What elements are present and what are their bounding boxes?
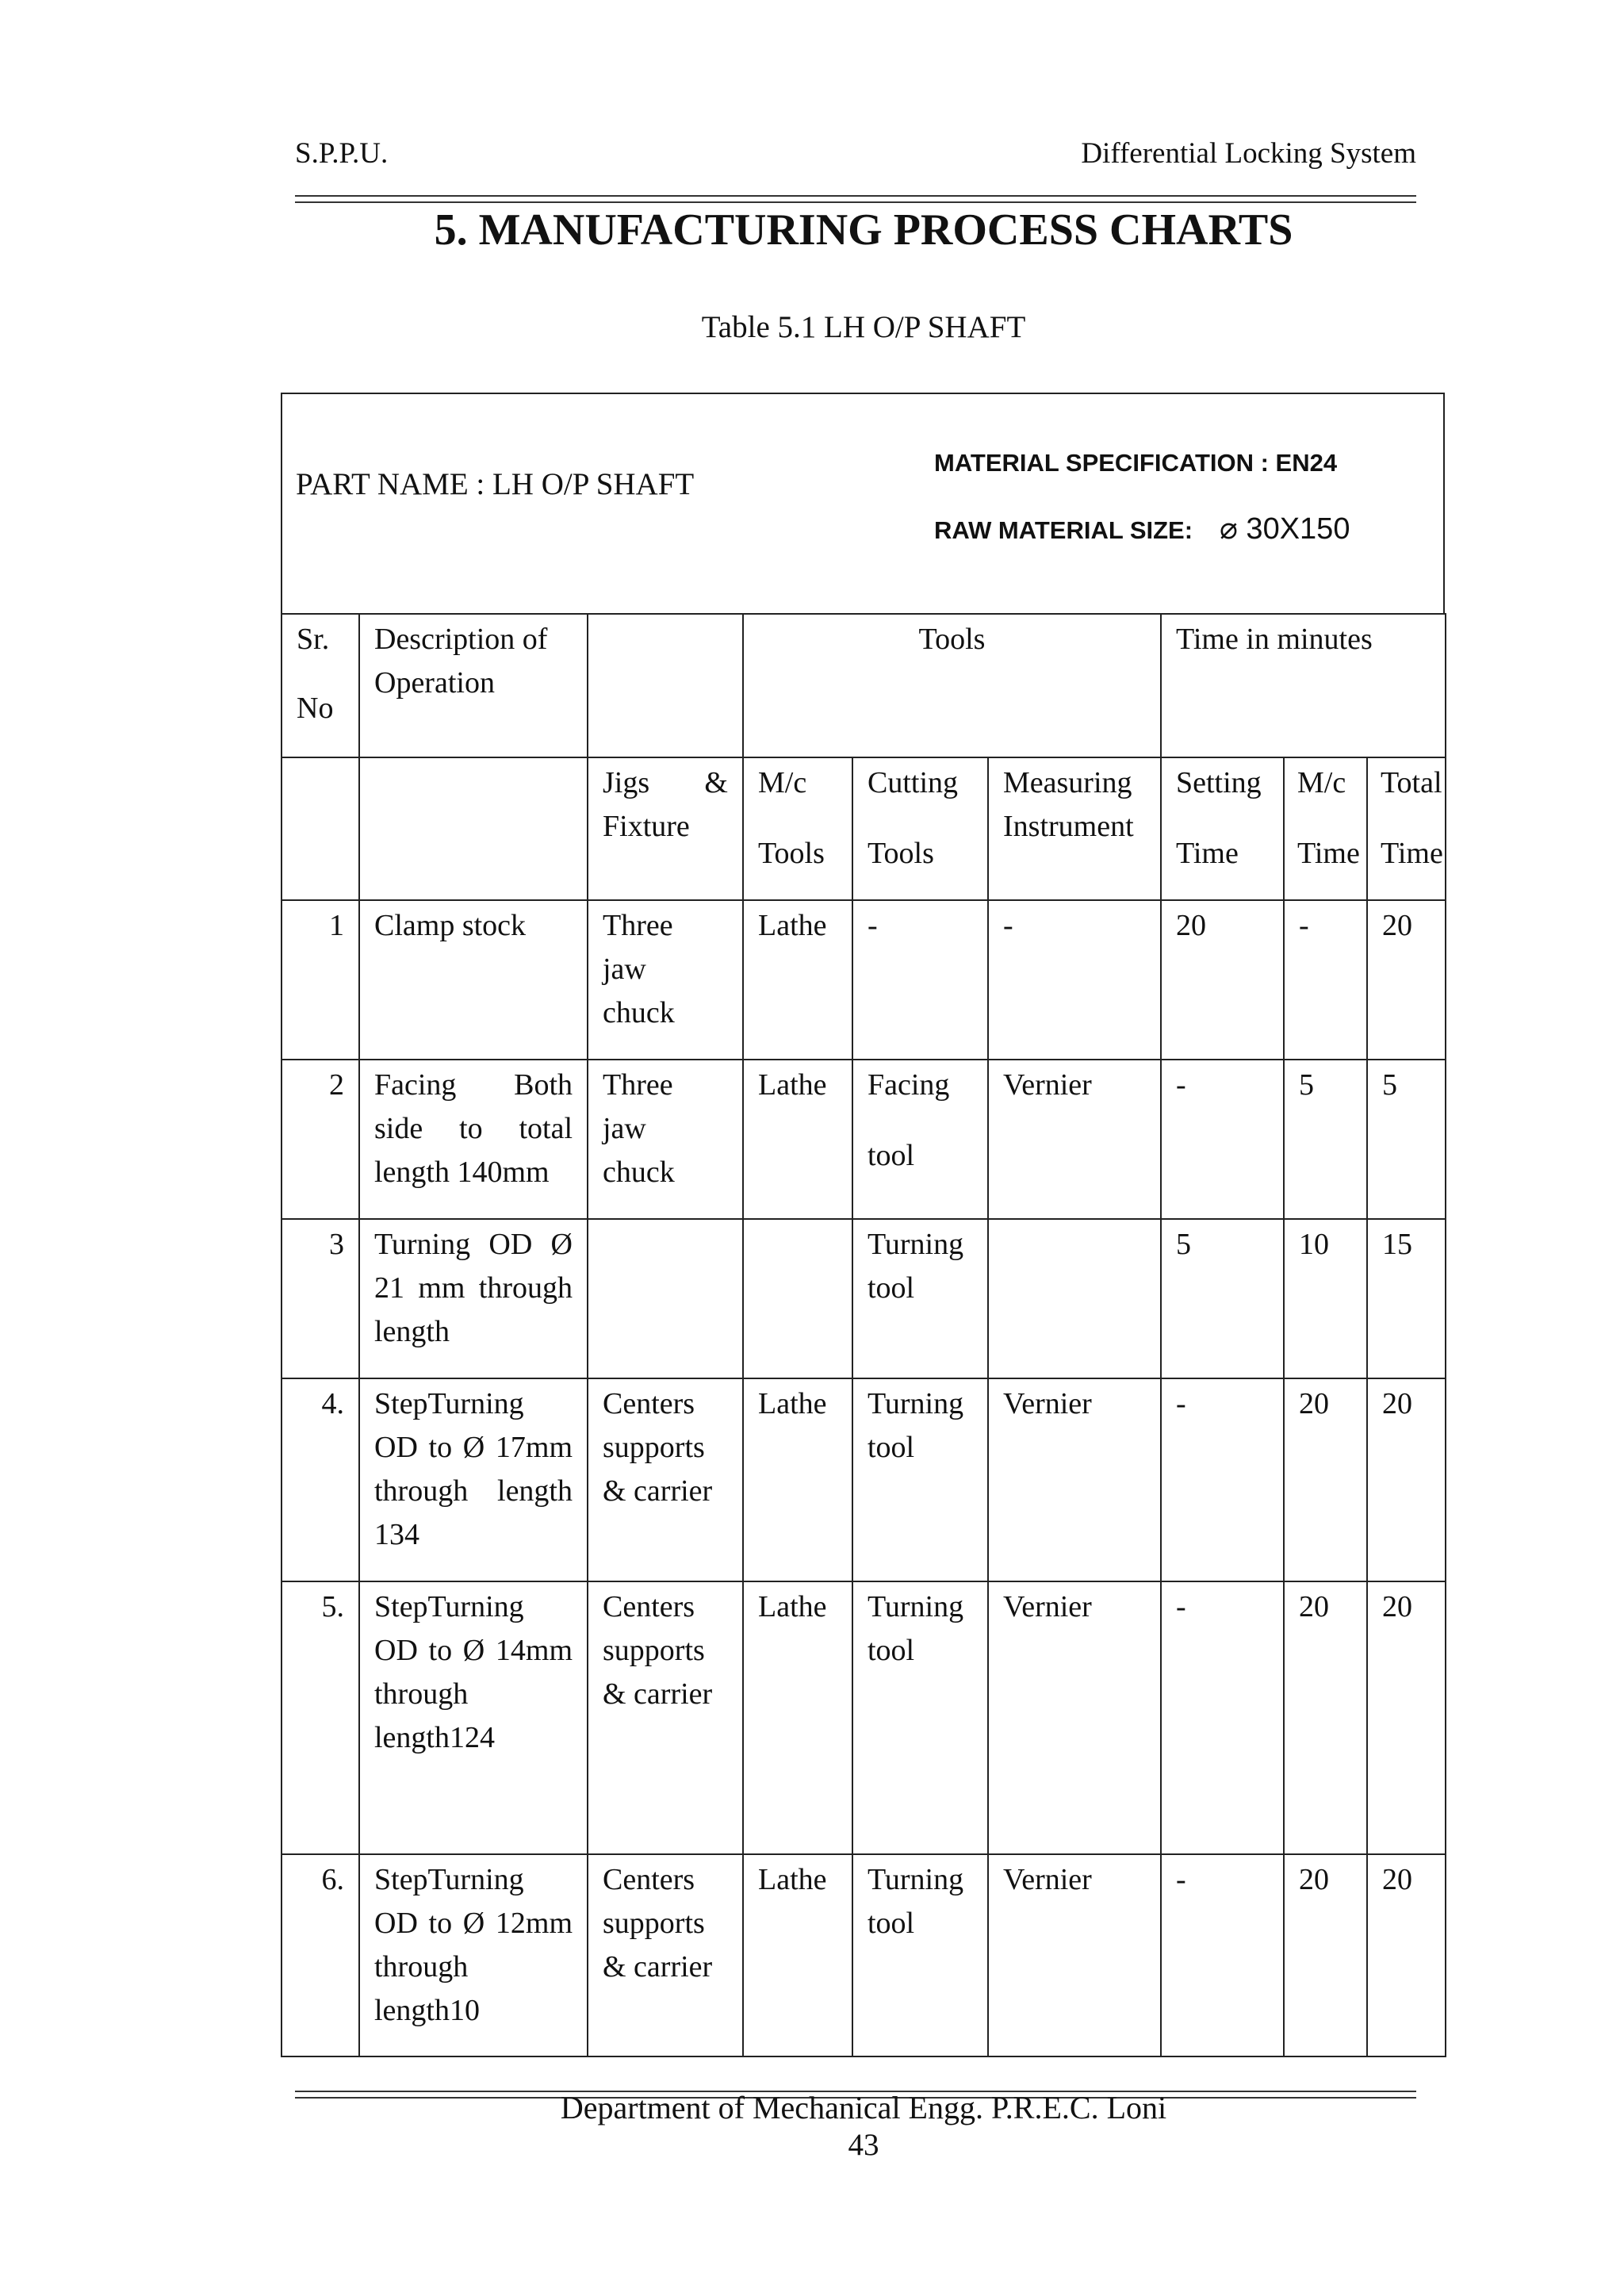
cell-mc-time-text: - xyxy=(1299,909,1309,942)
cell-setting xyxy=(1161,1378,1284,1581)
cell-cutting xyxy=(852,1378,988,1581)
table-caption: Table 5.1 LH O/P SHAFT xyxy=(701,310,1026,344)
cell-measuring-text: Vernier xyxy=(1003,1863,1092,1896)
cell-setting xyxy=(1161,1219,1284,1378)
cell-sr xyxy=(282,1060,359,1219)
cell-measuring xyxy=(988,1219,1161,1378)
header-right: Differential Locking System xyxy=(1081,137,1416,170)
cell-description xyxy=(359,1378,588,1581)
part-info-box xyxy=(281,393,1445,614)
cell-total xyxy=(1367,1378,1446,1581)
table-row xyxy=(282,1378,1446,1581)
header-time xyxy=(1161,614,1446,757)
table-header-row-2 xyxy=(282,757,1446,900)
header-no-label: No xyxy=(297,692,334,725)
subheader-cutting-line2: Tools xyxy=(868,837,934,870)
cell-cutting-text: Turning tool xyxy=(868,1228,964,1305)
subheader-setting-line1: Setting xyxy=(1176,766,1262,799)
cell-setting-text: - xyxy=(1176,1590,1186,1623)
cell-total-text: 5 xyxy=(1382,1068,1397,1102)
table-row xyxy=(282,1854,1446,2056)
cell-setting xyxy=(1161,1060,1284,1219)
cell-description xyxy=(359,900,588,1060)
subheader-total-line1: Total xyxy=(1381,766,1442,799)
cell-cutting xyxy=(852,900,988,1060)
cell-jigs-text: Three jaw chuck xyxy=(603,1068,675,1189)
cell-mc-tools-text xyxy=(758,1220,837,1223)
cell-total xyxy=(1367,1060,1446,1219)
cell-setting xyxy=(1161,900,1284,1060)
header-tools xyxy=(743,614,1161,757)
cell-measuring-text: - xyxy=(1003,909,1013,942)
subheader-measuring xyxy=(988,757,1161,900)
cell-setting xyxy=(1161,1581,1284,1854)
header-rule xyxy=(295,195,1416,203)
header-sr xyxy=(282,614,359,757)
raw-material-size-value: ⌀ 30X150 xyxy=(1220,512,1350,546)
subheader-mc-tools xyxy=(743,757,852,900)
cell-measuring xyxy=(988,1854,1161,2056)
cell-mc-time-text: 10 xyxy=(1299,1228,1329,1261)
cell-setting-text: 20 xyxy=(1176,909,1206,942)
cell-jigs-text xyxy=(603,1220,728,1223)
cell-setting-text: - xyxy=(1176,1863,1186,1896)
raw-material-size-label: RAW MATERIAL SIZE: xyxy=(934,516,1193,544)
subheader-jigs-label: Jigs & Fixture xyxy=(603,766,728,843)
cell-sr xyxy=(282,1581,359,1854)
cell-sr-text: 5. xyxy=(321,1590,344,1623)
table-row xyxy=(282,1219,1446,1378)
cell-mc-tools-text: Lathe xyxy=(758,1068,827,1102)
subheader-mc-tools-line2: Tools xyxy=(758,837,825,870)
cell-sr-text: 1 xyxy=(329,909,344,942)
subheader-total-line2: Time xyxy=(1381,837,1443,870)
cell-mc-time xyxy=(1284,1581,1367,1854)
header-left: S.P.P.U. xyxy=(295,137,389,170)
cell-total-text: 20 xyxy=(1382,1863,1412,1896)
header-tools-label: Tools xyxy=(918,623,986,656)
header-time-label: Time in minutes xyxy=(1176,623,1373,656)
subheader-cutting-tools xyxy=(852,757,988,900)
cell-cutting xyxy=(852,1219,988,1378)
cell-measuring-text xyxy=(1003,1220,1146,1223)
cell-measuring xyxy=(988,1581,1161,1854)
cell-jigs xyxy=(588,900,743,1060)
cell-description-text: Turning OD Ø 21 mm through length xyxy=(374,1228,573,1348)
subheader-setting-line2: Time xyxy=(1176,837,1239,870)
cell-jigs-text: Centers supports & carrier xyxy=(603,1387,713,1508)
subheader-jigs xyxy=(588,757,743,900)
cell-mc-time xyxy=(1284,1060,1367,1219)
cell-mc-tools xyxy=(743,1378,852,1581)
cell-cutting-text: - xyxy=(868,909,878,942)
cell-mc-time xyxy=(1284,1854,1367,2056)
cell-mc-tools xyxy=(743,1060,852,1219)
cell-sr xyxy=(282,1378,359,1581)
cell-measuring-text: Vernier xyxy=(1003,1590,1092,1623)
cell-mc-tools-text: Lathe xyxy=(758,909,827,942)
cell-sr xyxy=(282,1219,359,1378)
cell-mc-tools xyxy=(743,1219,852,1378)
footer-department: Department of Mechanical Engg. P.R.E.C. Loni xyxy=(560,2090,1167,2125)
cell-jigs-text: Centers supports & carrier xyxy=(603,1590,713,1711)
subheader-mc-tools-line1: M/c xyxy=(758,766,807,799)
cell-jigs xyxy=(588,1378,743,1581)
cell-description-text: StepTurning OD to Ø 12mm through length10 xyxy=(374,1863,573,2027)
cell-description-text: Clamp stock xyxy=(374,909,527,942)
cell-total-text: 20 xyxy=(1382,909,1412,942)
cell-measuring-text: Vernier xyxy=(1003,1387,1092,1420)
subheader-mc-time-line2: Time xyxy=(1297,837,1360,870)
header-description xyxy=(359,614,588,757)
table-row xyxy=(282,1060,1446,1219)
cell-description-text: Facing Both side to total length 140mm xyxy=(374,1068,573,1189)
page-number: 43 xyxy=(848,2128,879,2162)
cell-setting-text: 5 xyxy=(1176,1228,1191,1261)
cell-mc-time-text: 20 xyxy=(1299,1590,1329,1623)
cell-sr-text: 6. xyxy=(321,1863,344,1896)
cell-cutting xyxy=(852,1060,988,1219)
cell-setting-text: - xyxy=(1176,1387,1186,1420)
cell-total-text: 20 xyxy=(1382,1590,1412,1623)
cell-cutting-line2: tool xyxy=(868,1139,915,1172)
cell-measuring-text: Vernier xyxy=(1003,1068,1092,1102)
cell-total xyxy=(1367,1854,1446,2056)
header-description-label: Description of Operation xyxy=(374,623,548,700)
cell-mc-time-text: 20 xyxy=(1299,1863,1329,1896)
cell-setting xyxy=(1161,1854,1284,2056)
cell-measuring xyxy=(988,900,1161,1060)
cell-mc-tools xyxy=(743,1854,852,2056)
cell-sr xyxy=(282,900,359,1060)
cell-total xyxy=(1367,1219,1446,1378)
subheader-measuring-label: Measuring Instrument xyxy=(1003,766,1134,843)
table-row xyxy=(282,900,1446,1060)
cell-mc-tools xyxy=(743,900,852,1060)
cell-description-text: StepTurning OD to Ø 17mm through length 134 xyxy=(374,1387,573,1551)
cell-cutting-text: Turning tool xyxy=(868,1387,964,1464)
cell-sr-text: 3 xyxy=(329,1228,344,1261)
cell-mc-time xyxy=(1284,1219,1367,1378)
cell-sr-text: 2 xyxy=(329,1068,344,1102)
cell-setting-text: - xyxy=(1176,1068,1186,1102)
cell-mc-tools xyxy=(743,1581,852,1854)
header-empty xyxy=(588,614,743,757)
cell-description xyxy=(359,1581,588,1854)
cell-total xyxy=(1367,900,1446,1060)
cell-mc-time xyxy=(1284,1378,1367,1581)
material-specification: MATERIAL SPECIFICATION : EN24 xyxy=(934,449,1338,477)
cell-jigs xyxy=(588,1060,743,1219)
cell-cutting xyxy=(852,1581,988,1854)
cell-description-text: StepTurning OD to Ø 14mm through length124 xyxy=(374,1590,573,1754)
cell-total-text: 20 xyxy=(1382,1387,1412,1420)
cell-description xyxy=(359,1219,588,1378)
subheader-empty-2 xyxy=(359,757,588,900)
cell-description xyxy=(359,1060,588,1219)
table-row xyxy=(282,1581,1446,1854)
cell-mc-time-text: 5 xyxy=(1299,1068,1314,1102)
cell-jigs-text: Three jaw chuck xyxy=(603,909,675,1029)
cell-mc-time xyxy=(1284,900,1367,1060)
cell-jigs xyxy=(588,1581,743,1854)
cell-mc-time-text: 20 xyxy=(1299,1387,1329,1420)
cell-mc-tools-text: Lathe xyxy=(758,1387,827,1420)
table-header-row-1 xyxy=(282,614,1446,757)
cell-sr xyxy=(282,1854,359,2056)
part-name: PART NAME : LH O/P SHAFT xyxy=(296,467,695,501)
cell-sr-text: 4. xyxy=(321,1387,344,1420)
subheader-cutting-line1: Cutting xyxy=(868,766,959,799)
subheader-total-time xyxy=(1367,757,1446,900)
process-chart-table xyxy=(281,613,1446,2057)
cell-mc-tools-text: Lathe xyxy=(758,1863,827,1896)
page-title: 5. MANUFACTURING PROCESS CHARTS xyxy=(434,205,1293,255)
subheader-mc-time-line1: M/c xyxy=(1297,766,1346,799)
cell-mc-tools-text: Lathe xyxy=(758,1590,827,1623)
cell-cutting-text: Turning tool xyxy=(868,1590,964,1667)
cell-measuring xyxy=(988,1378,1161,1581)
cell-cutting-line1: Facing xyxy=(868,1068,950,1102)
cell-cutting xyxy=(852,1854,988,2056)
cell-cutting-text: Turning tool xyxy=(868,1863,964,1940)
cell-jigs-text: Centers supports & carrier xyxy=(603,1863,713,1984)
cell-measuring xyxy=(988,1060,1161,1219)
cell-description xyxy=(359,1854,588,2056)
subheader-setting-time xyxy=(1161,757,1284,900)
cell-total xyxy=(1367,1581,1446,1854)
subheader-empty-1 xyxy=(282,757,359,900)
subheader-mc-time xyxy=(1284,757,1367,900)
header-sr-label: Sr. xyxy=(297,623,330,656)
cell-jigs xyxy=(588,1854,743,2056)
cell-jigs xyxy=(588,1219,743,1378)
cell-total-text: 15 xyxy=(1382,1228,1412,1261)
